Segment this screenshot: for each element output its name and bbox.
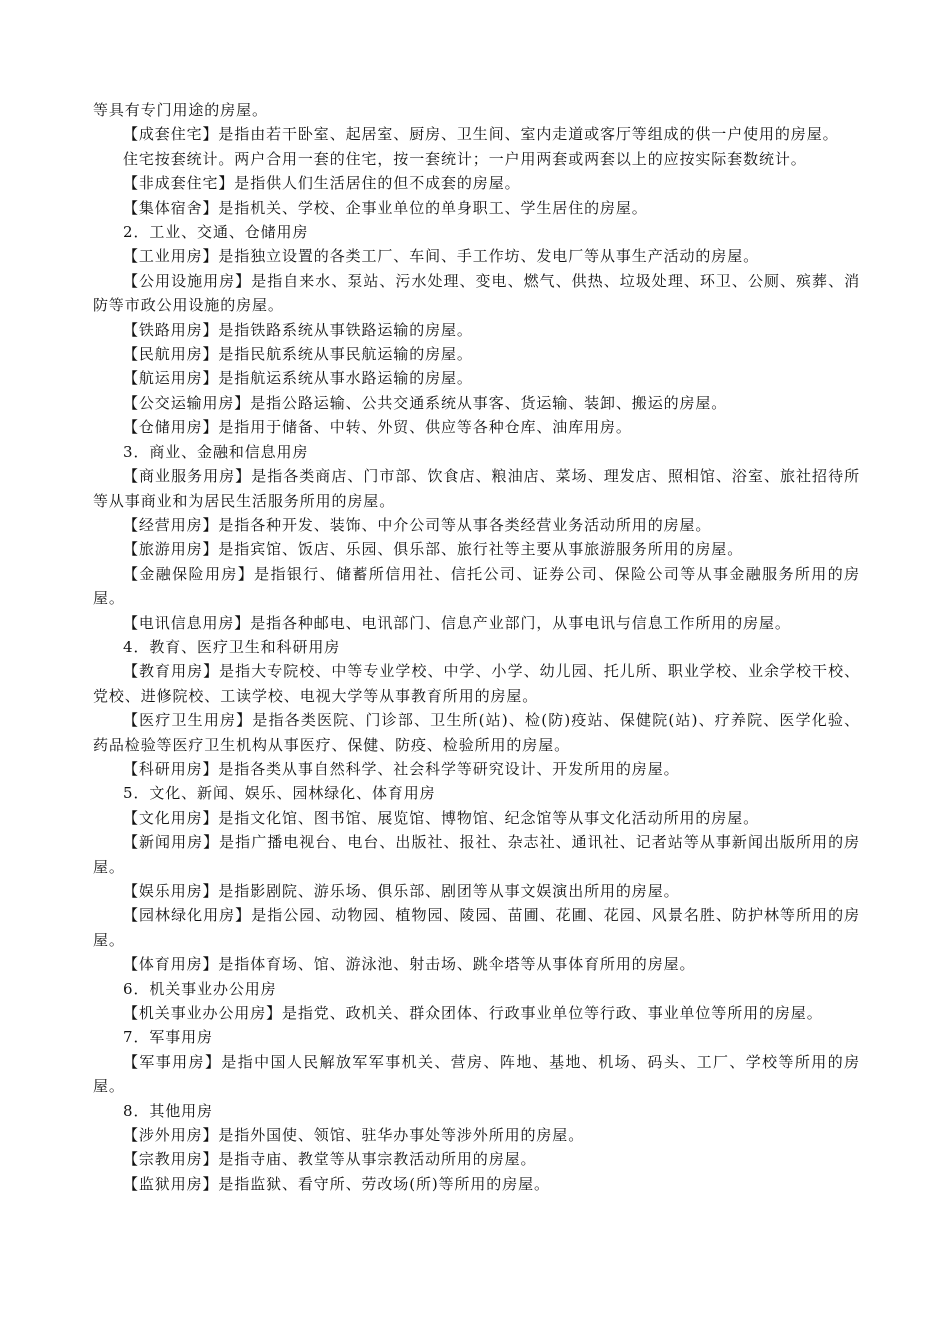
section-heading: 4．教育、医疗卫生和科研用房 [123,637,341,656]
paragraph: 【金融保险用房】是指银行、储蓄所信用社、信托公司、证券公司、保险公司等从事金融服务所用的房屋。 [93,564,860,608]
paragraph: 【宗教用房】是指寺庙、教堂等从事宗教活动所用的房屋。 [123,1150,537,1169]
paragraph: 【新闻用房】是指广播电视台、电台、出版社、报社、杂志社、通讯社、记者站等从事新闻出版所用的房屋。 [93,833,860,876]
section-heading: 3．商业、金融和信息用房 [123,442,309,461]
paragraph: 【公交运输用房】是指公路运输、公共交通系统从事客、货运输、装卸、搬运的房屋。 [123,393,728,412]
paragraph: 【成套住宅】是指由若干卧室、起居室、厨房、卫生间、室内走道或客厅等组成的供一户使用的房屋。 [123,125,839,144]
document-page [93,98,860,1196]
paragraph: 【科研用房】是指各类从事自然科学、社会科学等研究设计、开发所用的房屋。 [123,759,680,778]
section-heading: 5．文化、新闻、娱乐、园林绿化、体育用房 [123,784,436,803]
paragraph: 【铁路用房】是指铁路系统从事铁路运输的房屋。 [123,320,473,339]
paragraph: 住宅按套统计。两户合用一套的住宅，按一套统计；一户用两套或两套以上的应按实际套数统计。 [123,149,807,168]
paragraph: 【涉外用房】是指外国使、领馆、驻华办事处等涉外所用的房屋。 [123,1126,585,1145]
paragraph: 【电讯信息用房】是指各种邮电、电讯部门、信息产业部门，从事电讯与信息工作所用的房屋。 [123,613,791,632]
paragraph: 【集体宿舍】是指机关、学校、企事业单位的单身职工、学生居住的房屋。 [123,198,648,217]
paragraph: 【商业服务用房】是指各类商店、门市部、饮食店、粮油店、菜场、理发店、照相馆、浴室、旅社招待所等从事商业和为居民生活服务所用的房屋。 [93,467,860,510]
paragraph: 【园林绿化用房】是指公园、动物园、植物园、陵园、苗圃、花圃、花园、风景名胜、防护林等所用的房屋。 [93,906,860,949]
paragraph: 【文化用房】是指文化馆、图书馆、展览馆、博物馆、纪念馆等从事文化活动所用的房屋。 [123,808,760,827]
paragraph: 【航运用房】是指航运系统从事水路运输的房屋。 [123,369,473,388]
paragraph: 【娱乐用房】是指影剧院、游乐场、俱乐部、剧团等从事文娱演出所用的房屋。 [123,882,680,900]
paragraph: 【旅游用房】是指宾馆、饭店、乐园、俱乐部、旅行社等主要从事旅游服务所用的房屋。 [123,540,744,559]
paragraph: 【医疗卫生用房】是指各类医院、门诊部、卫生所(站)、检(防)疫站、保健院(站)、疗养院、医学化验、药品检验等医疗卫生机构从事医疗、保健、防疫、检验所用的房屋。 [93,711,860,754]
paragraph: 【体育用房】是指体育场、馆、游泳池、射击场、跳伞塔等从事体育所用的房屋。 [123,955,696,974]
section-heading: 7．军事用房 [123,1028,213,1047]
section-heading: 2．工业、交通、仓储用房 [123,223,309,242]
paragraph: 【仓储用房】是指用于储备、中转、外贸、供应等各种仓库、油库用房。 [123,418,632,437]
paragraph: 【军事用房】是指中国人民解放军军事机关、营房、阵地、基地、机场、码头、工厂、学校等所用的房屋。 [93,1052,860,1096]
paragraph: 【监狱用房】是指监狱、看守所、劳改场(所)等所用的房屋。 [123,1174,550,1193]
paragraph: 【教育用房】是指大专院校、中等专业学校、中学、小学、幼儿园、托儿所、职业学校、业余学校干校、党校、进修院校、工读学校、电视大学等从事教育所用的房屋。 [93,662,860,705]
paragraph: 【非成套住宅】是指供人们生活居住的但不成套的房屋。 [123,174,521,193]
paragraph: 【民航用房】是指民航系统从事民航运输的房屋。 [123,345,473,364]
paragraph: 【公用设施用房】是指自来水、泵站、污水处理、变电、燃气、供热、垃圾处理、环卫、公厕、殡葬、消防等市政公用设施的房屋。 [93,271,860,315]
section-heading: 8．其他用房 [123,1101,213,1120]
section-heading: 6．机关事业办公用房 [123,979,277,998]
paragraph: 【工业用房】是指独立设置的各类工厂、车间、手工作坊、发电厂等从事生产活动的房屋。 [123,247,760,266]
paragraph: 【机关事业办公用房】是指党、政机关、群众团体、行政事业单位等行政、事业单位等所用的房屋。 [123,1004,823,1023]
paragraph: 【经营用房】是指各种开发、装饰、中介公司等从事各类经营业务活动所用的房屋。 [123,515,712,534]
paragraph: 等具有专门用途的房屋。 [93,101,268,119]
